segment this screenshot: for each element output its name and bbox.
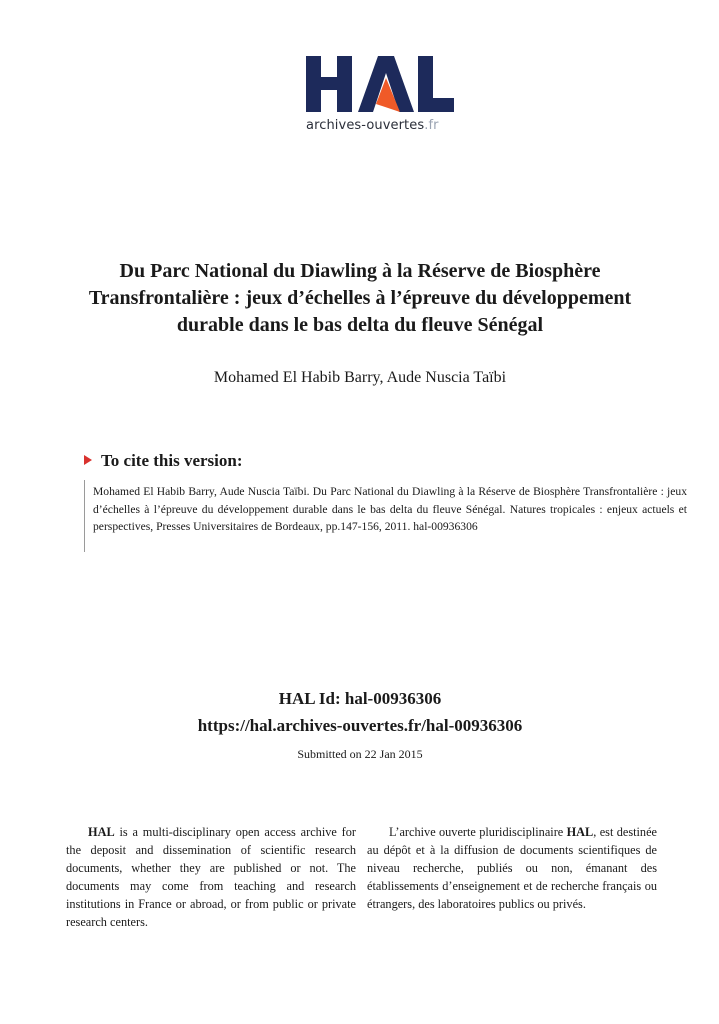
submission-date: Submitted on 22 Jan 2015 xyxy=(297,747,423,761)
document-title: Du Parc National du Diawling à la Réserve de Biosphère Transfrontalière : jeux d’échelles à l’épreuve du développement durable dans le bas delta du fleuve Sénégal xyxy=(88,260,632,336)
hal-url-link[interactable]: https://hal.archives-ouvertes.fr/hal-00936306 xyxy=(197,716,523,735)
hal-id: HAL Id: hal-00936306 xyxy=(278,689,442,708)
abstract-fr-body: , est destinée au dépôt et à la diffusion de documents scientifiques de niveau recherche, publiés ou non, émanant des établissements d’enseignement et de recherche français ou étrangers, des laboratoires publics ou privés. xyxy=(367,825,657,912)
abstract-en-lead: HAL xyxy=(88,825,115,839)
citation-text: Mohamed El Habib Barry, Aude Nuscia Taïbi. Du Parc National du Diawling à la Réserve de Biosphère Transfrontalière : jeux d’échelles à l’épreuve du développement durable dans le bas delta du fleuve Sénégal. Natures tropicales : enjeux actuels et perspectives, Presses Universitaires de Bordeaux, pp.147-156, 2011. hal-00936306 xyxy=(93,485,687,533)
abstract-english xyxy=(66,823,356,932)
cite-heading xyxy=(84,450,243,472)
hal-logo-mark xyxy=(300,48,460,114)
abstract-fr-lead: HAL xyxy=(566,825,594,839)
authors: Mohamed El Habib Barry, Aude Nuscia Taïbi xyxy=(213,369,507,386)
hal-logo-subtitle xyxy=(300,118,460,133)
logo-subtitle-main: archives-ouvertes xyxy=(306,118,425,133)
citation-block xyxy=(84,480,687,552)
logo-subtitle-suffix: .fr xyxy=(424,118,439,133)
abstract-french xyxy=(367,823,657,913)
abstract-en-body: is a multi-disciplinary open access archive for the deposit and dissemination of scientific research documents, whether they are published or not. The documents may come from teaching and research institutions in France or abroad, or from public or private research centers. xyxy=(66,825,356,930)
triangle-right-icon xyxy=(84,455,92,465)
abstract-fr-before: L’archive ouverte pluridisciplinaire xyxy=(389,825,567,839)
cite-heading-label: To cite this version: xyxy=(101,451,243,470)
hal-logo xyxy=(300,48,460,143)
